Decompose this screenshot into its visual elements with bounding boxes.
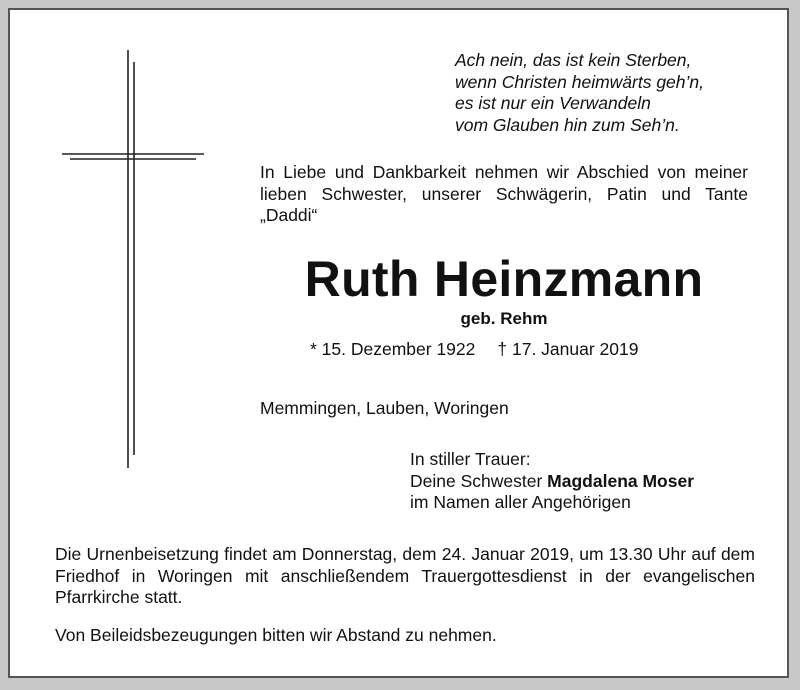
mourner-name: Magdalena Moser xyxy=(547,470,695,491)
birth-name: geb. Rehm xyxy=(460,309,548,328)
condolences-note: Von Beileidsbezeugungen bitten wir Abstand zu nehmen. xyxy=(55,625,497,645)
poem xyxy=(455,50,704,136)
life-dates xyxy=(310,338,638,360)
intro-text: In Liebe und Dankbarkeit nehmen wir Abschied von meiner lieben Schwester, unserer Schwägerin, Patin und Tante „Daddi“ xyxy=(260,162,748,225)
obituary-card xyxy=(8,8,789,678)
mourners-line xyxy=(410,471,694,493)
poem-line: vom Glauben hin zum Seh’n. xyxy=(455,114,680,135)
deceased-name: Ruth Heinzmann xyxy=(304,251,704,307)
mourners-prefix: Deine Schwester xyxy=(410,470,543,491)
cross-icon xyxy=(54,50,204,470)
poem-line: wenn Christen heimwärts geh’n, xyxy=(455,71,705,92)
mourners-heading: In stiller Trauer: xyxy=(410,449,531,469)
mourners-block xyxy=(410,449,694,514)
places: Memmingen, Lauben, Woringen xyxy=(260,398,509,418)
death-date: † 17. Januar 2019 xyxy=(497,339,639,359)
burial-notice: Die Urnenbeisetzung findet am Donnerstag, dem 24. Januar 2019, um 13.30 Uhr auf dem Friedhof in Woringen mit anschließendem Trauergottesdienst in der evangelischen Pfarrkirche statt. xyxy=(55,544,755,607)
birth-date: * 15. Dezember 1922 xyxy=(310,339,476,359)
mourners-line2: im Namen aller Angehörigen xyxy=(410,492,631,512)
poem-line: Ach nein, das ist kein Sterben, xyxy=(455,50,692,70)
poem-line: es ist nur ein Verwandeln xyxy=(455,93,651,113)
